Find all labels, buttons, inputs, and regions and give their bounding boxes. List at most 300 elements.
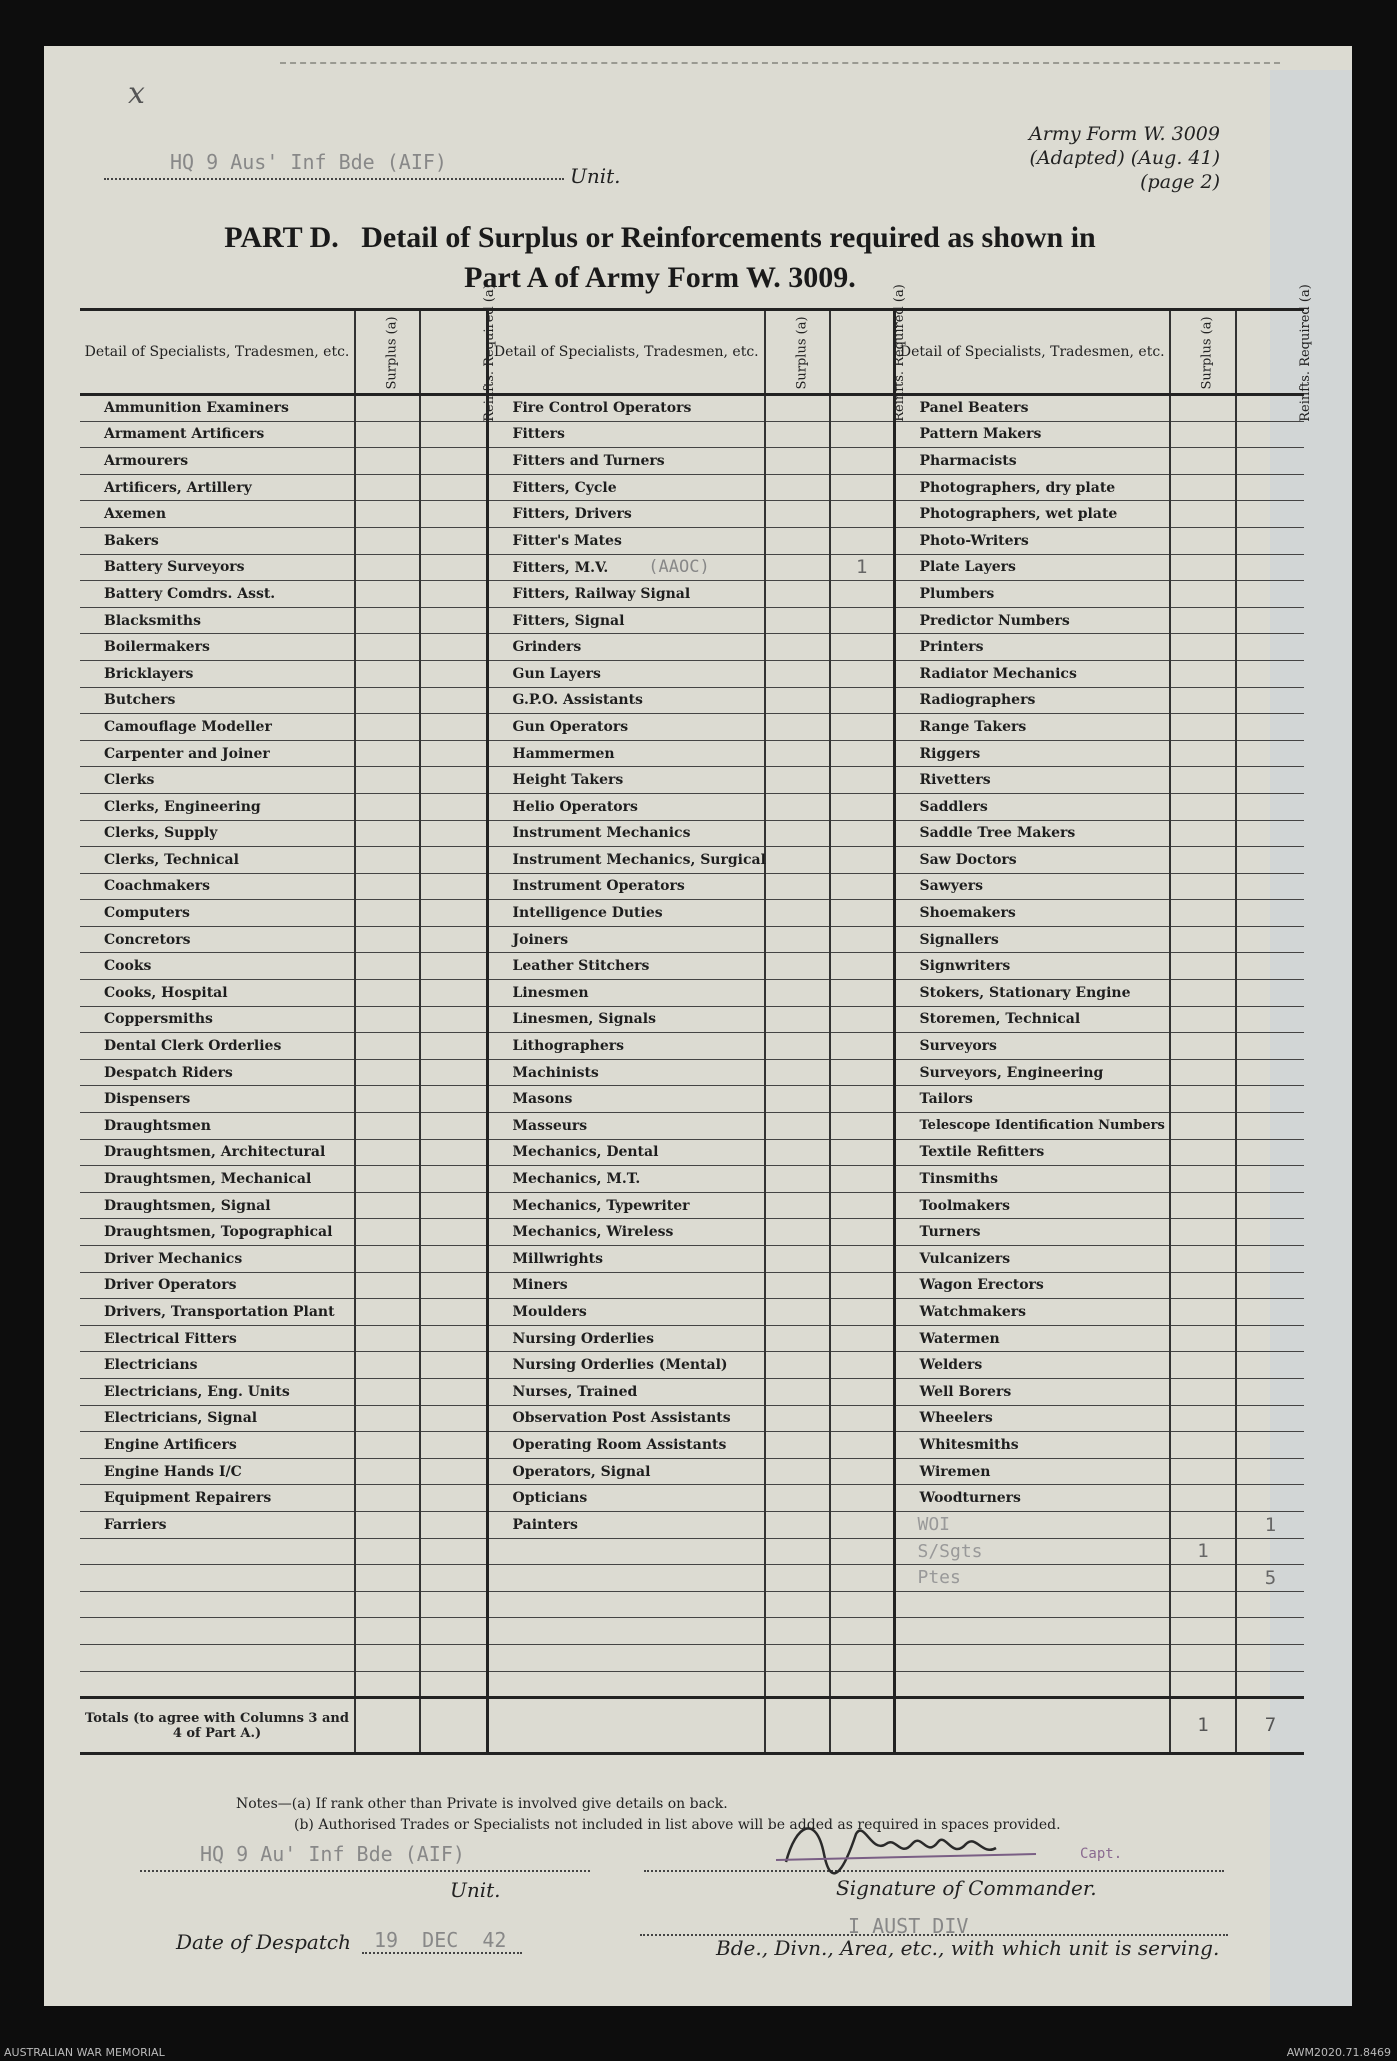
surplus-cell (355, 501, 420, 528)
trade-name: Despatch Riders (104, 1064, 233, 1081)
trade-name: Electricians, Eng. Units (104, 1383, 290, 1400)
trade-label: Intelligence Duties (512, 905, 663, 922)
trade-name: Saddle Tree Makers (894, 820, 1170, 847)
reinfts-cell (1236, 1644, 1304, 1671)
unit-label-bottom: Unit. (450, 1878, 501, 1902)
surplus-cell (1170, 900, 1236, 927)
trade-label: Millwrights (512, 1250, 604, 1267)
surplus-cell (355, 554, 420, 581)
reinfts-cell (1236, 1246, 1304, 1273)
table-row (80, 581, 1304, 608)
table-row (80, 1325, 1304, 1352)
reinfts-cell (1236, 1378, 1304, 1405)
reinfts-cell (830, 1325, 894, 1352)
surplus-cell (1170, 1618, 1236, 1645)
trade-label: Linesmen, Signals (512, 1011, 656, 1028)
trade-label: Masseurs (512, 1117, 588, 1134)
page-title (100, 218, 1220, 298)
reinfts-cell (1236, 1192, 1304, 1219)
trade-label: Grinders (512, 639, 582, 656)
reinfts-cell: 1 (1236, 1511, 1304, 1538)
reinfts-cell (1236, 900, 1304, 927)
trade-name (80, 1644, 355, 1671)
reinfts-cell (830, 1033, 894, 1060)
trade-name (487, 1272, 765, 1299)
surplus-cell (765, 448, 830, 475)
reinfts-cell (1236, 581, 1304, 608)
unit-typed-top: HQ 9 Aus' Inf Bde (AIF) (170, 150, 447, 174)
surplus-cell (765, 1325, 830, 1352)
reinfts-cell (420, 1378, 487, 1405)
table-row (80, 1565, 1304, 1592)
surplus-cell (1170, 873, 1236, 900)
reinfts-cell (830, 1538, 894, 1565)
trade-label: Nursing Orderlies (Mental) (512, 1357, 728, 1374)
trade-name: Draughtsmen, Signal (104, 1197, 271, 1214)
trade-name (487, 1325, 765, 1352)
table-row (80, 900, 1304, 927)
reinfts-cell (1236, 1458, 1304, 1485)
trade-name: Cooks, Hospital (104, 984, 228, 1001)
surplus-cell (765, 1086, 830, 1113)
surplus-cell (765, 767, 830, 794)
surplus-cell (765, 1485, 830, 1512)
trade-name (487, 1671, 765, 1698)
trade-name: Surveyors, Engineering (894, 1059, 1170, 1086)
reinfts-cell (1236, 1671, 1304, 1698)
trade-label: Instrument Operators (512, 878, 685, 895)
reinfts-cell (420, 1192, 487, 1219)
trade-name: Electricians (104, 1357, 198, 1374)
reinfts-cell (420, 847, 487, 874)
reinfts-cell (1236, 1113, 1304, 1140)
trade-name: WOI (894, 1511, 1170, 1538)
surplus-cell (355, 1432, 420, 1459)
trade-name (487, 501, 765, 528)
reinfts-cell (830, 1006, 894, 1033)
surplus-cell (355, 767, 420, 794)
trade-name: Draughtsmen (104, 1117, 211, 1134)
trade-name: Dispensers (104, 1091, 191, 1108)
trade-name: Draughtsmen, Architectural (104, 1144, 326, 1161)
table-header (80, 310, 1304, 395)
trade-name: Engine Hands I/C (104, 1463, 242, 1480)
trade-name: Tinsmiths (894, 1166, 1170, 1193)
totals-row (80, 1698, 1304, 1754)
signature-label: Signature of Commander. (836, 1876, 1097, 1900)
reinfts-cell (1236, 395, 1304, 422)
surplus-cell (355, 1511, 420, 1538)
surplus-cell (355, 1565, 420, 1592)
trade-name (487, 1405, 765, 1432)
surplus-cell (1170, 687, 1236, 714)
table-row (80, 421, 1304, 448)
trade-name: Coppersmiths (104, 1011, 213, 1028)
surplus-cell (355, 607, 420, 634)
reinfts-cell (830, 421, 894, 448)
trade-name (487, 714, 765, 741)
reinfts-cell (830, 1299, 894, 1326)
surplus-cell (765, 1246, 830, 1273)
table-row (80, 527, 1304, 554)
surplus-cell (1170, 421, 1236, 448)
reinfts-cell (1236, 1325, 1304, 1352)
trade-name: Ptes (894, 1565, 1170, 1592)
reinfts-cell (1236, 1538, 1304, 1565)
surplus-cell (765, 1299, 830, 1326)
header-reinfts-3: Reinfts. Required (a) (1236, 310, 1304, 395)
specialists-table (80, 283, 1313, 1755)
trade-label: Opticians (512, 1490, 588, 1507)
reinfts-cell (420, 1299, 487, 1326)
reinfts-cell (830, 1192, 894, 1219)
reinfts-cell (830, 501, 894, 528)
reinfts-cell (420, 1671, 487, 1698)
surplus-cell (1170, 448, 1236, 475)
trade-name (894, 1644, 1170, 1671)
reinfts-cell (1236, 634, 1304, 661)
reinfts-cell (420, 501, 487, 528)
trade-label: Fitters (512, 426, 565, 443)
surplus-cell (355, 1086, 420, 1113)
reinfts-cell (420, 793, 487, 820)
trade-name (487, 900, 765, 927)
reinfts-cell (420, 1352, 487, 1379)
trade-name: Computers (104, 905, 190, 922)
trade-name: Driver Operators (104, 1277, 237, 1294)
reinfts-cell (830, 1219, 894, 1246)
reinfts-cell (1236, 1272, 1304, 1299)
trade-label: Fire Control Operators (512, 400, 692, 417)
trade-name: Range Takers (894, 714, 1170, 741)
trade-name: Bricklayers (104, 665, 194, 682)
trade-label: Gun Layers (512, 665, 601, 682)
reinfts-cell (420, 873, 487, 900)
trade-name (487, 1166, 765, 1193)
reinfts-cell (830, 1059, 894, 1086)
reinfts-cell (830, 900, 894, 927)
trade-name: Tailors (894, 1086, 1170, 1113)
reinfts-cell (420, 1485, 487, 1512)
surplus-cell (1170, 1086, 1236, 1113)
surplus-cell (765, 395, 830, 422)
reinfts-cell (830, 1352, 894, 1379)
surplus-cell (1170, 1299, 1236, 1326)
title-line-1: PART D. Detail of Surplus or Reinforcements required as shown in (224, 221, 1096, 254)
reinfts-cell (420, 395, 487, 422)
reinfts-cell (1236, 607, 1304, 634)
surplus-cell (355, 687, 420, 714)
table-body (80, 395, 1304, 1698)
surplus-cell (765, 554, 830, 581)
reinfts-cell (830, 767, 894, 794)
surplus-cell (1170, 1405, 1236, 1432)
trade-name (80, 1591, 355, 1618)
table-row (80, 607, 1304, 634)
trade-label: Lithographers (512, 1038, 625, 1055)
bde-typed: I AUST DIV (848, 1914, 969, 1938)
trade-name: Photographers, dry plate (894, 474, 1170, 501)
note-b: (b) Authorised Trades or Specialists not included in list above will be added as required in spaces provided. (294, 1817, 1061, 1833)
trade-name (487, 1246, 765, 1273)
trade-name (487, 395, 765, 422)
surplus-cell (355, 1405, 420, 1432)
reinfts-cell (830, 527, 894, 554)
trade-name: Woodturners (894, 1485, 1170, 1512)
reinfts-cell (1236, 1166, 1304, 1193)
reinfts-cell (830, 1644, 894, 1671)
trade-name: Stokers, Stationary Engine (894, 980, 1170, 1007)
table-row (80, 1671, 1304, 1698)
trade-label: Instrument Mechanics (512, 825, 691, 842)
reinfts-cell (830, 740, 894, 767)
surplus-cell (355, 1591, 420, 1618)
unit-label-top: Unit. (570, 164, 621, 188)
trade-name (487, 1538, 765, 1565)
trade-name: Driver Mechanics (104, 1250, 243, 1267)
reinfts-cell: 5 (1236, 1565, 1304, 1592)
trade-name: Equipment Repairers (104, 1490, 272, 1507)
trade-name (894, 1671, 1170, 1698)
surplus-cell (1170, 395, 1236, 422)
reinfts-cell (830, 1113, 894, 1140)
trade-name (487, 554, 765, 581)
reinfts-cell (1236, 1352, 1304, 1379)
surplus-cell (1170, 660, 1236, 687)
trade-name: Artificers, Artillery (104, 479, 252, 496)
surplus-cell (1170, 501, 1236, 528)
reinfts-cell (1236, 448, 1304, 475)
surplus-cell (355, 474, 420, 501)
surplus-cell (765, 847, 830, 874)
surplus-cell (355, 581, 420, 608)
trade-name: Surveyors (894, 1033, 1170, 1060)
trade-name: Plate Layers (894, 554, 1170, 581)
reinfts-cell (1236, 980, 1304, 1007)
reinfts-cell (420, 1059, 487, 1086)
trade-name: Clerks, Engineering (104, 798, 261, 815)
reinfts-cell (1236, 1485, 1304, 1512)
trade-name (487, 873, 765, 900)
reinfts-cell (830, 687, 894, 714)
surplus-cell (1170, 1139, 1236, 1166)
trade-name: S/Sgts (894, 1538, 1170, 1565)
trade-name: Pharmacists (894, 448, 1170, 475)
trade-name (487, 1565, 765, 1592)
reinfts-cell (420, 607, 487, 634)
trade-name: Saddlers (894, 793, 1170, 820)
trade-name (487, 953, 765, 980)
trade-name (487, 1139, 765, 1166)
unit-field-bottom (140, 1842, 590, 1872)
surplus-cell (355, 1352, 420, 1379)
trade-name (487, 527, 765, 554)
table-row (80, 1644, 1304, 1671)
reinfts-cell (830, 1246, 894, 1273)
trade-label: Helio Operators (512, 798, 638, 815)
trade-name (894, 1618, 1170, 1645)
reinfts-cell (420, 554, 487, 581)
form-reference (960, 122, 1220, 194)
trade-name: Predictor Numbers (894, 607, 1170, 634)
bde-label: Bde., Divn., Area, etc., with which unit is serving. (716, 1936, 1220, 1960)
surplus-cell (355, 1006, 420, 1033)
trade-name (487, 474, 765, 501)
table-row (80, 1192, 1304, 1219)
reinfts-cell (420, 421, 487, 448)
trade-name (487, 687, 765, 714)
reinfts-cell (830, 1166, 894, 1193)
reinfts-cell (830, 820, 894, 847)
surplus-cell (1170, 1485, 1236, 1512)
surplus-cell (765, 1644, 830, 1671)
trade-name (487, 660, 765, 687)
surplus-cell (1170, 1352, 1236, 1379)
surplus-cell (1170, 634, 1236, 661)
reinfts-cell (1236, 793, 1304, 820)
trade-name (487, 820, 765, 847)
reinfts-cell (420, 581, 487, 608)
trade-name: Whitesmiths (894, 1432, 1170, 1459)
table-row (80, 1033, 1304, 1060)
surplus-cell (355, 660, 420, 687)
table-row (80, 395, 1304, 422)
surplus-cell (1170, 1059, 1236, 1086)
trade-label: Leather Stitchers (512, 958, 650, 975)
surplus-cell (765, 1113, 830, 1140)
reinfts-cell (420, 1272, 487, 1299)
surplus-cell: 1 (1170, 1538, 1236, 1565)
surplus-cell (765, 607, 830, 634)
surplus-cell (1170, 554, 1236, 581)
trade-label: Fitters and Turners (512, 452, 665, 469)
reinfts-cell (420, 1166, 487, 1193)
surplus-cell (765, 1458, 830, 1485)
table-row (80, 1006, 1304, 1033)
trade-label: Mechanics, M.T. (512, 1171, 641, 1188)
surplus-cell (765, 1378, 830, 1405)
trade-name: Telescope Identification Numbers (894, 1113, 1170, 1140)
surplus-cell (355, 820, 420, 847)
trade-name: Electricians, Signal (104, 1410, 258, 1427)
surplus-cell (765, 501, 830, 528)
trade-name (487, 1644, 765, 1671)
surplus-cell (765, 1192, 830, 1219)
surplus-cell (355, 847, 420, 874)
surplus-cell (1170, 820, 1236, 847)
surplus-cell (765, 687, 830, 714)
trade-name (487, 1299, 765, 1326)
reinfts-cell (1236, 1006, 1304, 1033)
trade-name: Ammunition Examiners (104, 400, 289, 417)
surplus-cell (355, 1458, 420, 1485)
surplus-cell (355, 953, 420, 980)
date-field (362, 1928, 522, 1954)
trade-name (487, 581, 765, 608)
surplus-cell (765, 660, 830, 687)
surplus-cell (765, 1618, 830, 1645)
unit-field-top (104, 150, 564, 180)
surplus-cell (1170, 607, 1236, 634)
trade-name: Wagon Erectors (894, 1272, 1170, 1299)
surplus-cell (765, 527, 830, 554)
totals-surplus: 1 (1170, 1698, 1236, 1754)
table-row (80, 687, 1304, 714)
note-a: Notes—(a) If rank other than Private is involved give details on back. (236, 1796, 728, 1812)
reinfts-cell (1236, 687, 1304, 714)
table-row (80, 501, 1304, 528)
reinfts-cell (1236, 820, 1304, 847)
reinfts-cell (830, 448, 894, 475)
surplus-cell (355, 421, 420, 448)
trade-name: Clerks, Supply (104, 825, 218, 842)
trade-label: Fitters, Drivers (512, 506, 632, 523)
reinfts-cell (830, 634, 894, 661)
reinfts-cell (1236, 527, 1304, 554)
trade-label: Operating Room Assistants (512, 1436, 727, 1453)
reinfts-cell (830, 1405, 894, 1432)
surplus-cell (355, 1192, 420, 1219)
trade-label: Observation Post Assistants (512, 1410, 731, 1427)
table-row (80, 1219, 1304, 1246)
trade-name (487, 1086, 765, 1113)
trade-name (487, 1006, 765, 1033)
reinfts-cell (420, 1113, 487, 1140)
reinfts-cell (420, 474, 487, 501)
reinfts-cell (830, 847, 894, 874)
trade-label: Machinists (512, 1064, 599, 1081)
table-row (80, 926, 1304, 953)
reinfts-cell (830, 980, 894, 1007)
surplus-cell (1170, 1192, 1236, 1219)
trade-name: Drivers, Transportation Plant (104, 1303, 335, 1320)
surplus-cell (1170, 953, 1236, 980)
surplus-cell (1170, 1113, 1236, 1140)
trade-name (487, 1059, 765, 1086)
trade-label: Fitters, Cycle (512, 479, 617, 496)
surplus-cell (1170, 740, 1236, 767)
trade-label: G.P.O. Assistants (512, 692, 643, 709)
trade-name: Toolmakers (894, 1192, 1170, 1219)
surplus-cell (765, 1538, 830, 1565)
surplus-cell (355, 1272, 420, 1299)
header-surplus-3: Surplus (a) (1170, 310, 1236, 395)
reinfts-cell (420, 1618, 487, 1645)
surplus-cell (765, 900, 830, 927)
table-row (80, 1511, 1304, 1538)
trade-name: Sawyers (894, 873, 1170, 900)
trade-name: Shoemakers (894, 900, 1170, 927)
trade-name: Carpenter and Joiner (104, 745, 270, 762)
trade-name (487, 1511, 765, 1538)
surplus-cell (765, 634, 830, 661)
trade-name: Wheelers (894, 1405, 1170, 1432)
trade-label: Operators, Signal (512, 1463, 651, 1480)
reinfts-cell (830, 1139, 894, 1166)
surplus-cell (355, 448, 420, 475)
trade-name: Axemen (104, 506, 167, 523)
trade-label: Moulders (512, 1303, 587, 1320)
reinfts-cell (830, 1591, 894, 1618)
reinfts-cell (830, 1086, 894, 1113)
reinfts-cell (420, 448, 487, 475)
table-row (80, 767, 1304, 794)
surplus-cell (355, 1166, 420, 1193)
form-ref-line: (Adapted) (Aug. 41) (1029, 147, 1220, 169)
surplus-cell (1170, 793, 1236, 820)
table-row (80, 714, 1304, 741)
reinfts-cell (420, 1511, 487, 1538)
